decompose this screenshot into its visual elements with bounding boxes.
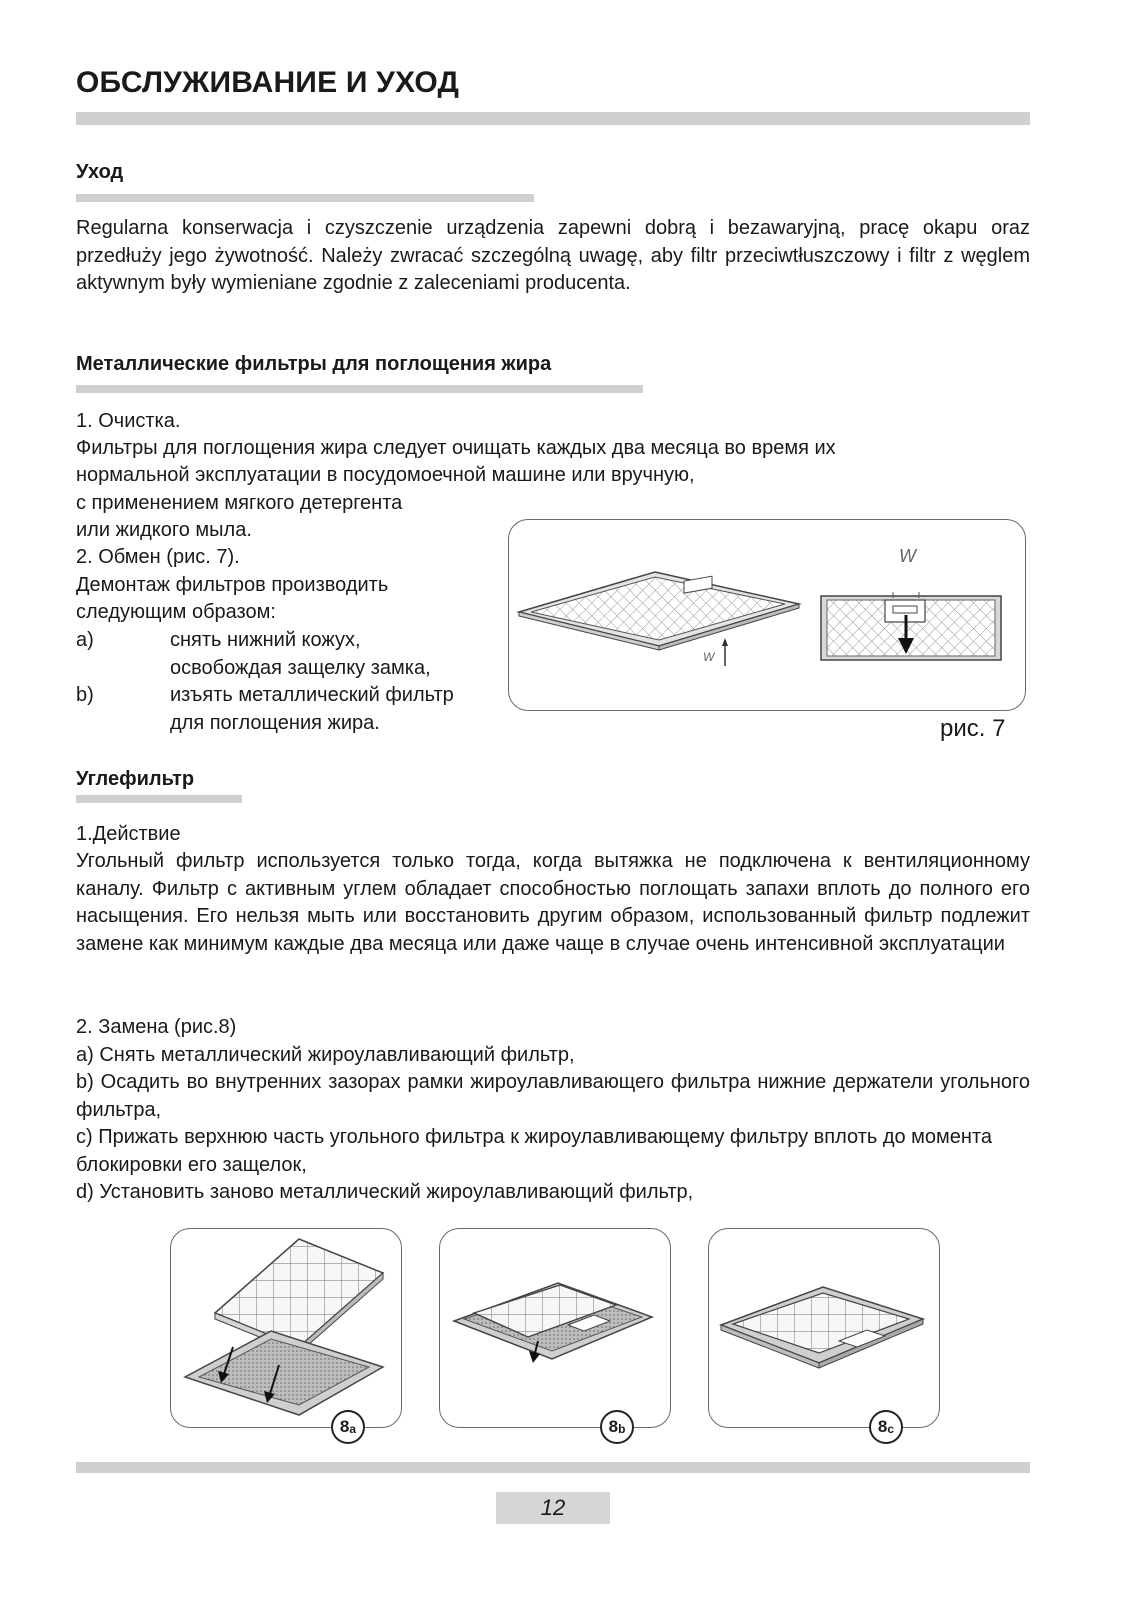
cleaning-title: 1. Очистка.	[76, 410, 181, 432]
figure-8a-box	[170, 1228, 402, 1436]
figure-8b-box	[439, 1228, 671, 1436]
title-divider	[76, 112, 1030, 125]
step-marker: a)	[76, 629, 94, 651]
figure-number: 8	[339, 1417, 350, 1436]
figure-sub: b	[618, 1422, 626, 1436]
figure-sub: c	[887, 1422, 895, 1436]
carbon-filter-illustration-8a	[171, 1229, 400, 1426]
figure-sub: a	[349, 1422, 357, 1436]
action-title: 1.Действие	[76, 823, 181, 845]
figure-8c-box	[708, 1228, 940, 1436]
carbon-filter-underline	[76, 795, 242, 803]
figure-label: W	[703, 650, 715, 664]
grease-filter-illustration	[509, 520, 1024, 709]
action-paragraph: Угольный фильтр используется только тогда, когда вытяжка не подключена к вентиляционному каналу. Фильтр с активным углем обладает способностью поглощать запахи вплоть до полного его насыщения. Его нельзя мыть или восстановить другим образом, использованный фильтр подлежит замене как минимум каждые два месяца или даже чаще в случае очень интенсивной эксплуатации	[76, 850, 1030, 955]
cleaning-text-line: нормальной эксплуатации в посудомоечной машине или вручную,	[76, 464, 695, 486]
care-underline	[76, 194, 534, 202]
page-title: ОБСЛУЖИВАНИЕ И УХОД	[76, 66, 460, 99]
exchange-title: 2. Обмен (рис. 7).	[76, 546, 240, 568]
step-b-text-line: изъять металлический фильтр	[170, 684, 454, 706]
care-heading: Уход	[76, 161, 124, 183]
metal-filters-underline	[76, 385, 643, 393]
carbon-filter-illustration-8c	[709, 1229, 938, 1426]
replace-step: a) Снять металлический жироулавливающий фильтр,	[76, 1044, 575, 1066]
footer-divider	[76, 1462, 1030, 1473]
figure-number: 8	[877, 1417, 888, 1436]
step-marker: b)	[76, 684, 94, 706]
replace-step: b) Осадить во внутренних зазорах рамки жироулавливающего фильтра нижние держатели угольного фильтра,	[76, 1071, 1030, 1121]
figure-7-box	[508, 519, 1026, 711]
replace-step: c) Прижать верхнюю часть угольного фильтра к жироулавливающему фильтру вплоть до момента блокировки его защелок,	[76, 1126, 993, 1176]
figure-label: W	[899, 546, 916, 566]
page-number: 12	[496, 1492, 610, 1524]
figure-8b-badge	[600, 1410, 634, 1444]
cleaning-text-line: с применением мягкого детергента	[76, 492, 403, 514]
metal-filters-heading: Металлические фильтры для поглощения жира	[76, 353, 552, 375]
care-paragraph: Regularna konserwacja i czyszczenie urządzenia zapewni dobrą i bezawaryjną, pracę okapu oraz przedłuży jego żywotność. Należy zwracać szczególną uwagę, aby filtr przeciwtłuszczowy i filtr z węglem aktywnym były wymieniane zgodnie z zaleceniami producenta.	[76, 217, 1030, 294]
step-a-text-line: освобождая защелку замка,	[170, 657, 431, 679]
carbon-filter-heading: Углефильтр	[76, 768, 195, 790]
figure-number: 8	[608, 1417, 619, 1436]
exchange-text-line: Демонтаж фильтров производить	[76, 574, 389, 596]
replace-title: 2. Замена (рис.8)	[76, 1016, 237, 1038]
carbon-filter-illustration-8b	[440, 1229, 669, 1426]
replace-step: d) Установить заново металлический жироулавливающий фильтр,	[76, 1181, 694, 1203]
step-a-text-line: снять нижний кожух,	[170, 629, 361, 651]
exchange-text-line: следующим образом:	[76, 601, 276, 623]
step-b-text-line: для поглощения жира.	[170, 712, 380, 734]
cleaning-text-line: или жидкого мыла.	[76, 519, 252, 541]
figure-8a-badge	[331, 1410, 365, 1444]
cleaning-text-line: Фильтры для поглощения жира следует очищать каждых два месяца во время их	[76, 437, 836, 459]
figure-7-caption: рис. 7	[940, 715, 1006, 742]
figure-8c-badge	[869, 1410, 903, 1444]
